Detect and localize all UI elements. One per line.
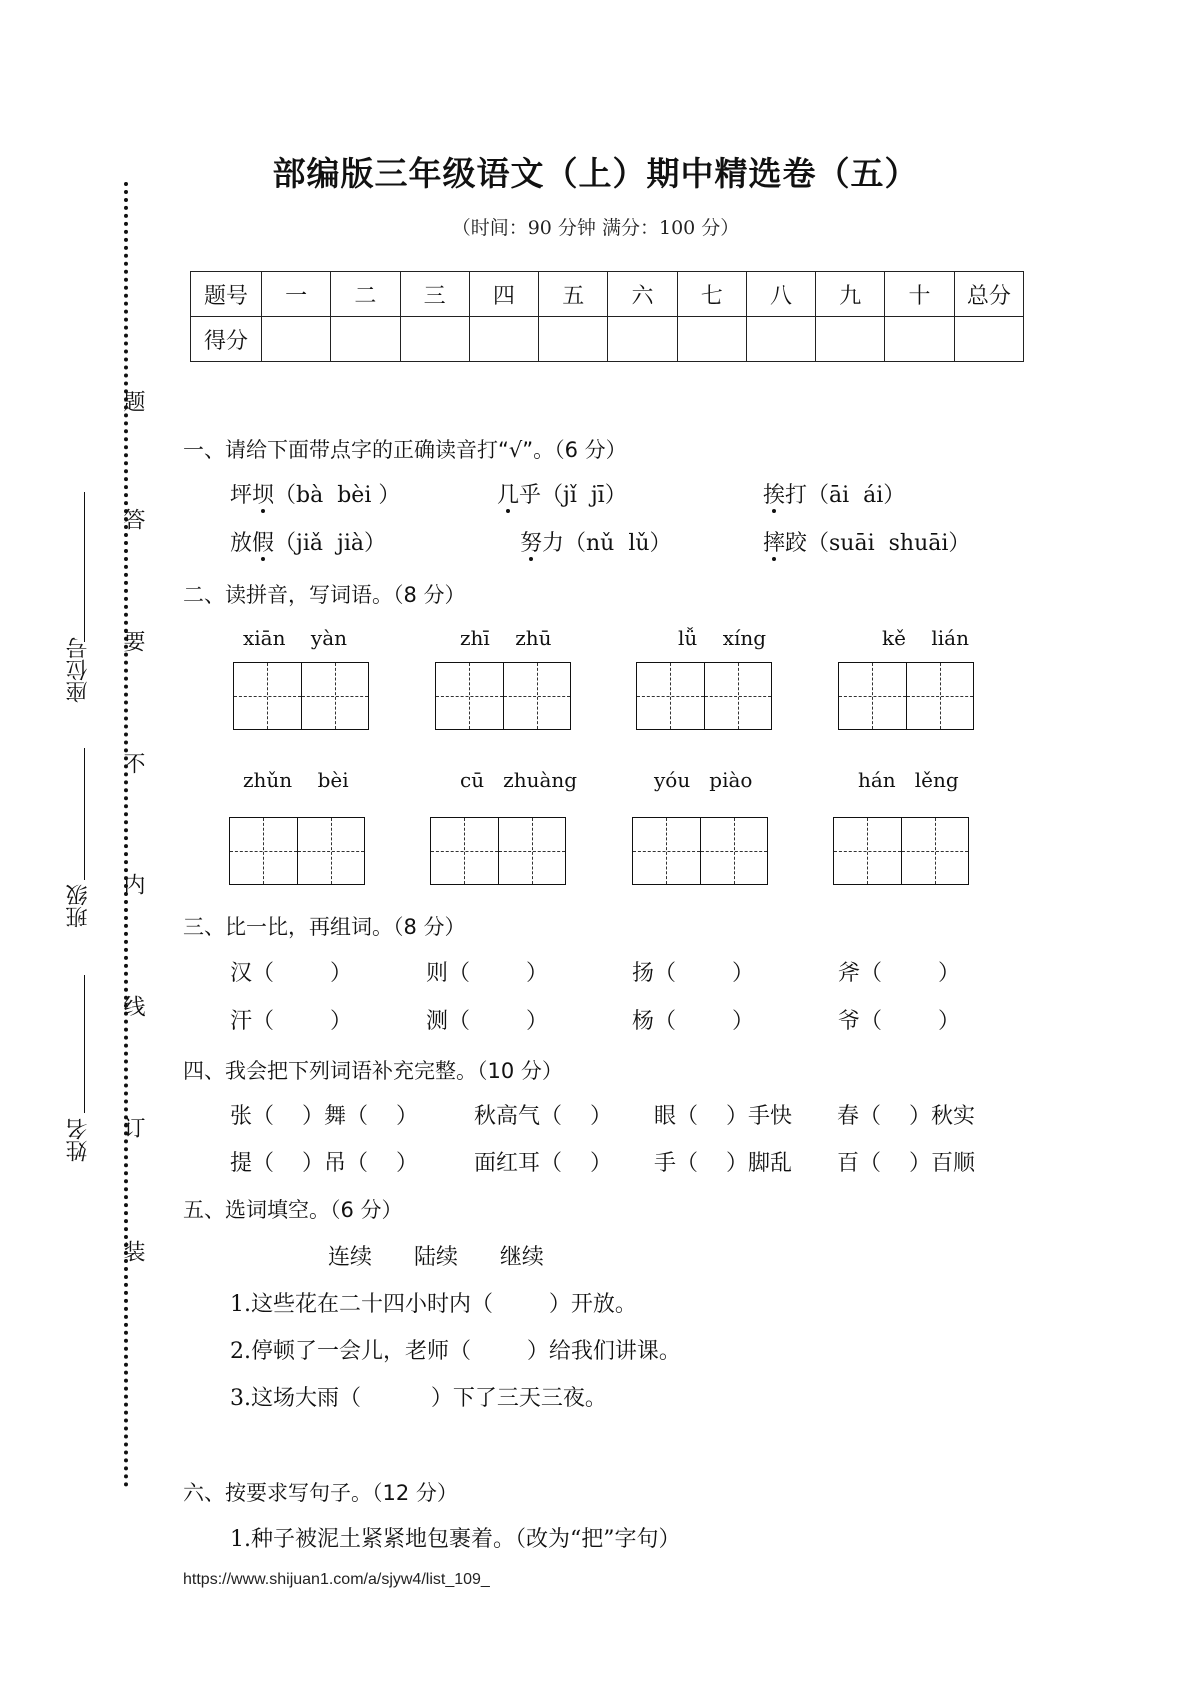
binding-dotted-line — [124, 182, 128, 1488]
section1-heading: 一、请给下面带点字的正确读音打“√”。（6 分） — [183, 438, 627, 462]
section1-item-3 — [763, 478, 905, 509]
section3-heading: 三、比一比，再组词。（8 分） — [183, 915, 466, 939]
class-line — [84, 748, 85, 880]
dotted-character: 几 — [497, 483, 520, 508]
writing-grid[interactable] — [838, 662, 974, 730]
idiom-item: 春（ ）秋实 — [837, 1104, 975, 1129]
grid-cell[interactable] — [230, 818, 298, 884]
compare-item: 爷（ ） — [838, 1009, 960, 1034]
table-cell: 三 — [400, 272, 469, 317]
table-cell: 一 — [262, 272, 331, 317]
writing-grid[interactable] — [229, 817, 365, 885]
binding-word-8: 装 — [120, 1240, 145, 1262]
grid-cell[interactable] — [499, 818, 566, 884]
table-cell: 四 — [469, 272, 538, 317]
grid-cell[interactable] — [504, 663, 571, 729]
pinyin-options: 跤（suāi shuāi） — [785, 531, 971, 556]
pinyin-label: lǚ xíng — [678, 626, 767, 650]
table-cell: 得分 — [191, 317, 262, 362]
pinyin-label: kě lián — [882, 626, 969, 650]
idiom-item: 手（ ）脚乱 — [654, 1151, 792, 1176]
grid-cell[interactable] — [907, 663, 974, 729]
seat-number-line — [84, 492, 85, 642]
score-input-cell[interactable] — [608, 317, 677, 362]
binding-word-2: 答 — [120, 508, 145, 530]
idiom-item: 百（ ）百顺 — [837, 1151, 975, 1176]
pinyin-options: （jiǎ jià） — [274, 531, 386, 556]
section1-item-5 — [520, 526, 672, 557]
idiom-item: 面红耳（ ） — [474, 1151, 612, 1176]
pinyin-options: 打（āi ái） — [785, 483, 906, 508]
binding-word-6: 线 — [120, 995, 145, 1017]
idiom-item: 眼（ ）手快 — [654, 1104, 792, 1129]
section6-heading: 六、按要求写句子。（12 分） — [183, 1481, 458, 1505]
dotted-character: 努 — [520, 531, 543, 556]
name-line — [84, 975, 85, 1113]
page-title: 部编版三年级语文（上）期中精选卷（五） — [272, 154, 919, 193]
grid-cell[interactable] — [637, 663, 705, 729]
grid-cell[interactable] — [436, 663, 504, 729]
section1-item-4 — [230, 526, 386, 557]
grid-cell[interactable] — [839, 663, 907, 729]
table-cell: 二 — [331, 272, 400, 317]
exam-info: （时间：90 分钟 满分：100 分） — [451, 217, 740, 239]
table-cell: 六 — [608, 272, 677, 317]
fill-question-1: 1.这些花在二十四小时内（ ）开放。 — [230, 1292, 637, 1317]
compare-item: 杨（ ） — [632, 1009, 754, 1034]
pinyin-label: yóu piào — [654, 768, 753, 792]
score-input-cell[interactable] — [262, 317, 331, 362]
grid-cell[interactable] — [302, 663, 369, 729]
score-input-cell[interactable] — [746, 317, 815, 362]
seat-number-label: 座位号 — [66, 637, 91, 703]
pinyin-options: 力（nǔ lǔ） — [542, 531, 672, 556]
class-label: 班级 — [66, 884, 91, 928]
grid-cell[interactable] — [298, 818, 365, 884]
table-cell: 九 — [816, 272, 885, 317]
idiom-item: 张（ ）舞（ ） — [230, 1104, 418, 1129]
pinyin-options: （bà bèi ） — [274, 483, 401, 508]
score-input-cell[interactable] — [539, 317, 608, 362]
score-input-cell[interactable] — [885, 317, 954, 362]
fill-question-3: 3.这场大雨（ ）下了三天三夜。 — [230, 1386, 607, 1411]
section1-item-1 — [230, 478, 400, 509]
fill-question-2: 2.停顿了一会儿，老师（ ）给我们讲课。 — [230, 1339, 681, 1364]
word-options: 连续 陆续 继续 — [328, 1245, 544, 1270]
name-label: 姓名 — [66, 1118, 91, 1162]
compare-item: 汗（ ） — [230, 1009, 352, 1034]
item-prefix: 坪 — [230, 483, 253, 508]
compare-item: 斧（ ） — [838, 961, 960, 986]
idiom-item: 秋高气（ ） — [474, 1104, 612, 1129]
grid-cell[interactable] — [834, 818, 902, 884]
binding-word-1: 题 — [120, 390, 145, 412]
compare-item: 扬（ ） — [632, 961, 754, 986]
section1-item-6 — [763, 526, 970, 557]
section2-heading: 二、读拼音，写词语。（8 分） — [183, 583, 466, 607]
writing-grid[interactable] — [632, 817, 768, 885]
section4-heading: 四、我会把下列词语补充完整。（10 分） — [183, 1059, 563, 1083]
pinyin-label: cū zhuàng — [460, 768, 578, 792]
score-input-cell[interactable] — [954, 317, 1023, 362]
writing-grid[interactable] — [430, 817, 566, 885]
section5-heading: 五、选词填空。（6 分） — [183, 1198, 403, 1222]
binding-word-5: 内 — [120, 873, 145, 895]
dotted-character: 坝 — [252, 483, 275, 508]
binding-word-7: 订 — [120, 1116, 145, 1138]
dotted-character: 假 — [252, 531, 275, 556]
table-cell: 七 — [677, 272, 746, 317]
table-cell: 八 — [746, 272, 815, 317]
dotted-character: 挨 — [763, 483, 786, 508]
table-cell: 总分 — [954, 272, 1023, 317]
score-table-header-row — [191, 272, 1024, 317]
pinyin-label: xiān yàn — [243, 626, 348, 650]
pinyin-label: hán lěng — [858, 768, 959, 792]
binding-word-3: 要 — [120, 630, 145, 652]
compare-item: 则（ ） — [426, 961, 548, 986]
sentence-question-1: 1.种子被泥土紧紧地包裹着。（改为“把”字句） — [230, 1527, 681, 1552]
writing-grid[interactable] — [636, 662, 772, 730]
grid-cell[interactable] — [705, 663, 772, 729]
writing-grid[interactable] — [833, 817, 969, 885]
score-input-cell[interactable] — [331, 317, 400, 362]
compare-item: 测（ ） — [426, 1009, 548, 1034]
writing-grid[interactable] — [233, 662, 369, 730]
grid-cell[interactable] — [234, 663, 302, 729]
writing-grid[interactable] — [435, 662, 571, 730]
pinyin-label: zhǔn bèi — [243, 768, 349, 792]
pinyin-label: zhī zhū — [460, 626, 552, 650]
table-cell: 五 — [539, 272, 608, 317]
table-cell: 题号 — [191, 272, 262, 317]
score-input-cell[interactable] — [677, 317, 746, 362]
grid-cell[interactable] — [701, 818, 768, 884]
score-input-cell[interactable] — [469, 317, 538, 362]
score-table — [190, 271, 1024, 362]
dotted-character: 摔 — [763, 531, 786, 556]
binding-word-4: 不 — [120, 752, 145, 774]
grid-cell[interactable] — [633, 818, 701, 884]
source-url: https://www.shijuan1.com/a/sjyw4/list_109_ — [183, 1571, 490, 1588]
compare-item: 汉（ ） — [230, 961, 352, 986]
pinyin-options: 乎（jǐ jī） — [519, 483, 627, 508]
grid-cell[interactable] — [431, 818, 499, 884]
grid-cell[interactable] — [902, 818, 969, 884]
score-input-cell[interactable] — [816, 317, 885, 362]
idiom-item: 提（ ）吊（ ） — [230, 1151, 418, 1176]
table-cell: 十 — [885, 272, 954, 317]
score-input-cell[interactable] — [400, 317, 469, 362]
score-table-score-row — [191, 317, 1024, 362]
item-prefix: 放 — [230, 531, 253, 556]
section1-item-2 — [497, 478, 627, 509]
